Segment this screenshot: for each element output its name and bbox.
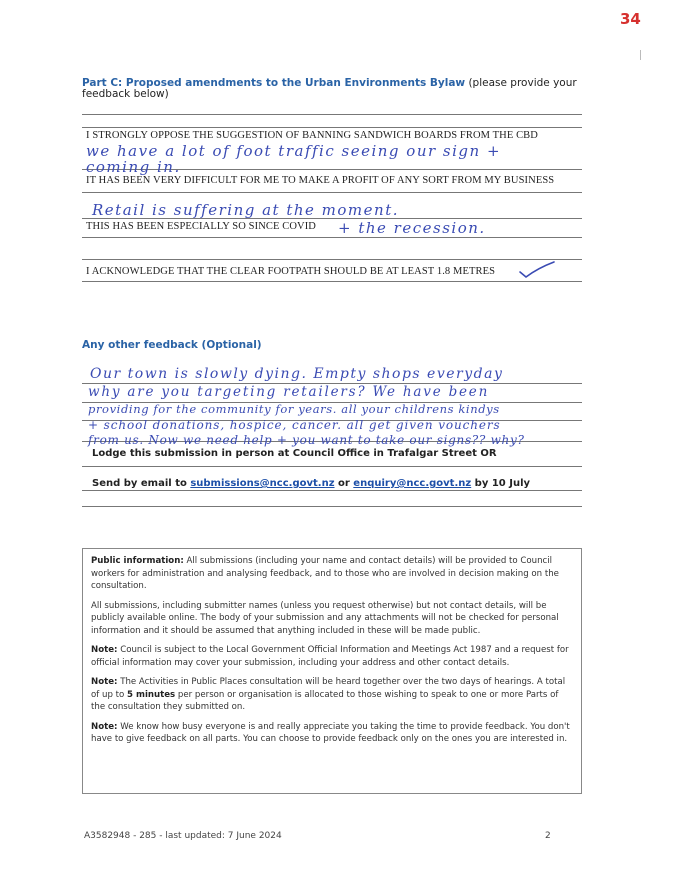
info-text: All submissions (including your name and contact details) will be provided to Council workers for administration and analysing feedback, and to those who are involved in decision making on the consultation.	[91, 556, 559, 591]
email-link-submissions[interactable]: submissions@ncc.govt.nz	[190, 478, 335, 489]
handwriting-line: why are you targeting retailers? We have been	[88, 384, 490, 400]
statement-profit: IT HAS BEEN VERY DIFFICULT FOR ME TO MAKE A PROFIT OF ANY SORT FROM MY BUSINESS	[86, 175, 555, 186]
handwriting-line: Our town is slowly dying. Empty shops everyday	[90, 366, 504, 382]
handwriting-line: providing for the community for years. all your childrens kindys	[88, 402, 500, 416]
footer-document-id: A3582948 - 285 - last updated: 7 June 2024	[84, 831, 282, 841]
info-text: Council is subject to the Local Government Official Information and Meetings Act 1987 and a request for official information may cover your submission, including your address and other contact details.	[91, 645, 569, 668]
email-instruction	[92, 478, 530, 489]
email-or: or	[334, 478, 354, 489]
page-number: 34	[620, 10, 641, 28]
email-prefix: Send by email to	[92, 478, 191, 489]
info-paragraph	[91, 644, 573, 669]
info-label: Note:	[91, 645, 118, 655]
footer-page-number: 2	[545, 831, 551, 841]
info-label: Note:	[91, 677, 118, 687]
public-information-box	[82, 548, 582, 794]
info-text: All submissions, including submitter names (unless you request otherwise) but not contact details, will be publicly available online. The body of your submission and any attachments will not be checked for personal information and it should be assumed that anything included in these will be made public.	[91, 600, 559, 636]
statement-footpath: I ACKNOWLEDGE THAT THE CLEAR FOOTPATH SHOULD BE AT LEAST 1.8 METRES	[86, 266, 496, 277]
info-paragraph	[91, 600, 573, 638]
part-c-subtext: (please provide your	[465, 77, 577, 89]
rule-line	[82, 114, 582, 115]
handwriting-line: from us. Now we need help + you want to take our signs?? why?	[88, 433, 525, 447]
check-mark-icon	[518, 260, 558, 280]
info-label: Note:	[91, 721, 118, 732]
email-link-enquiry[interactable]: enquiry@ncc.govt.nz	[353, 478, 472, 489]
info-paragraph	[91, 721, 573, 746]
part-c-heading: Part C: Proposed amendments to the Urban Environments Bylaw	[82, 77, 466, 89]
rule-line	[82, 466, 582, 467]
info-paragraph	[91, 555, 573, 593]
lodge-instruction: Lodge this submission in person at Council Office in Trafalgar Street OR	[92, 448, 497, 459]
rule-line	[82, 281, 582, 282]
handwriting-line: + the recession.	[338, 219, 486, 237]
rule-line	[82, 259, 582, 260]
info-label: Public information:	[91, 556, 184, 566]
part-c-subtext-line2: feedback below)	[82, 88, 169, 100]
rule-line	[82, 506, 582, 507]
handwriting-line: we have a lot of foot traffic seeing our sign +	[86, 142, 502, 160]
statement-covid: THIS HAS BEEN ESPECIALLY SO SINCE COVID	[86, 221, 316, 232]
info-bold-text: 5 minutes	[127, 689, 176, 700]
rule-line	[82, 127, 582, 128]
other-feedback-heading: Any other feedback (Optional)	[82, 339, 262, 351]
info-paragraph	[91, 676, 573, 714]
info-text: per person or organisation is allocated to those wishing to speak to one or more Parts of the consultation they submitted on.	[91, 689, 559, 712]
handwriting-line: coming in.	[86, 158, 181, 176]
email-suffix: by 10 July	[471, 478, 531, 489]
handwriting-line: Retail is suffering at the moment.	[92, 201, 399, 219]
info-text: The Activities in Public Places consultation will be heard together over the two days of hearings. A total of up to	[91, 677, 566, 700]
rule-line	[82, 192, 582, 193]
info-text: We know how busy everyone is and really appreciate you taking the time to provide feedback. You don't have to give feedback on all parts. You can choose to provide feedback only on the ones you are interested in.	[91, 721, 570, 744]
handwriting-line: + school donations, hospice, cancer. all get given vouchers	[88, 418, 501, 432]
statement-oppose: I STRONGLY OPPOSE THE SUGGESTION OF BANNING SANDWICH BOARDS FROM THE CBD	[86, 130, 538, 141]
margin-tick	[640, 50, 641, 60]
rule-line	[82, 490, 582, 491]
rule-line	[82, 237, 582, 238]
